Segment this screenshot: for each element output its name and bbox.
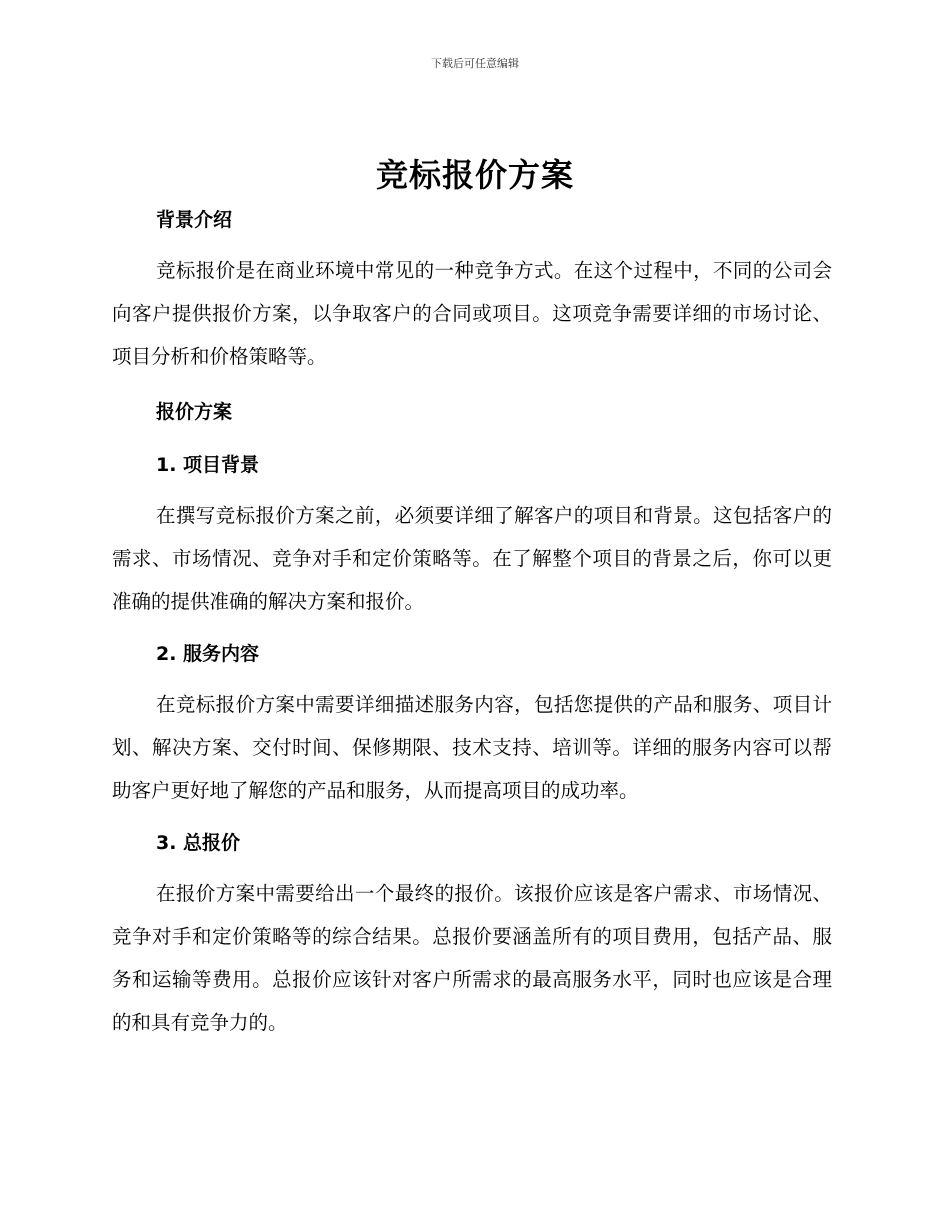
section-text-total-quote: 在报价方案中需要给出一个最终的报价。该报价应该是客户需求、市场情况、竞争对手和定价策略等的综合结果。总报价要涵盖所有的项目费用，包括产品、服务和运输等费用。总报价应该针对客户所需求的最高服务水平，同时也应该是合理的和具有竞争力的。: [112, 882, 832, 1034]
document-title: 竞标报价方案: [375, 156, 574, 194]
section-heading-service-content: 2. 服务内容: [156, 643, 260, 665]
section-heading-total-quote: 3. 总报价: [156, 832, 241, 854]
header-note: 下载后可任意编辑: [431, 57, 519, 70]
section-heading-project-background: 1. 项目背景: [156, 454, 260, 476]
section-heading-quote-plan: 报价方案: [156, 401, 233, 423]
section-text-service-content: 在竞标报价方案中需要详细描述服务内容，包括您提供的产品和服务、项目计划、解决方案、交付时间、保修期限、技术支持、培训等。详细的服务内容可以帮助客户更好地了解您的产品和服务，从而提高项目的成功率。: [112, 693, 832, 802]
section-text-project-background: 在撰写竞标报价方案之前，必须要详细了解客户的项目和背景。这包括客户的需求、市场情况、竞争对手和定价策略等。在了解整个项目的背景之后，你可以更准确的提供准确的解决方案和报价。: [112, 504, 832, 613]
section-heading-background: 背景介绍: [156, 209, 233, 231]
section-text-background: 竞标报价是在商业环境中常见的一种竞争方式。在这个过程中，不同的公司会向客户提供报价方案，以争取客户的合同或项目。这项竞争需要详细的市场讨论、项目分析和价格策略等。: [112, 259, 832, 368]
document-body: [112, 198, 832, 1044]
